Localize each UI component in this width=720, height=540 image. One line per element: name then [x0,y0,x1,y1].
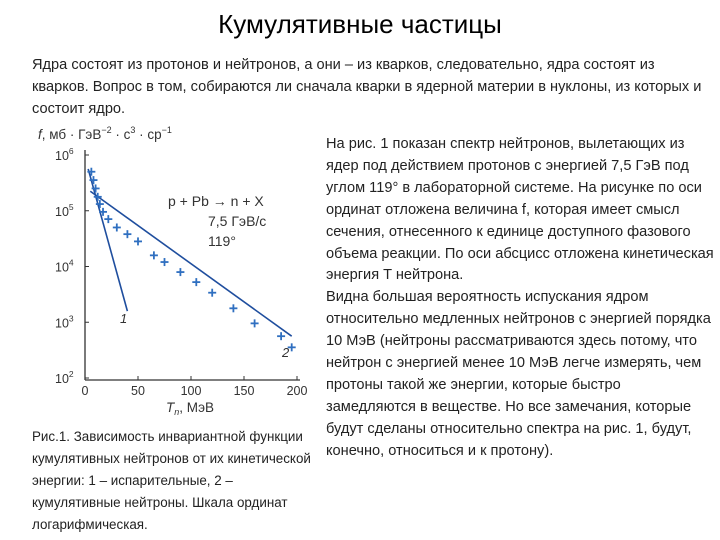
reaction-label: p + Pb → n + X [168,193,264,209]
y-tick-label: $10^4$ [55,257,74,275]
curve-label-1: 1 [120,311,128,326]
intro-paragraph: Ядра состоят из протонов и нейтронов, а они – из кварков, следовательно, ядра состоят из кварков. Вопрос в том, собираются ли сначала кварки в ядерной материи в нуклоны, из которых и состоит ядро. [32,57,702,117]
series-line-1 [88,169,127,311]
data-point [251,319,259,327]
data-point [192,278,200,286]
y-ticks [55,146,89,386]
data-point [150,251,158,259]
data-point [229,304,237,312]
data-point [134,237,142,245]
data-point [123,230,131,238]
body-paragraph-1: На рис. 1 показан спектр нейтронов, вылетающих из ядер под действием протонов с энергией 7,5 ГэВ под углом 119° в лабораторной системе. На рисунке по оси ординат отложена величина f, которая имеет смысл сечения, отнесенного к единице доступного фазового объема реакции. По оси абсцисс отложена кинетическая энергия T нейтрона. [326,136,714,284]
x-tick-label: 100 [180,384,202,398]
body-paragraph-2: Видна большая вероятность испускания ядром относительно медленных нейтронов с энергией порядка 10 МэВ (нейтроны рассматриваются здесь потому, что нейтрон с энергией менее 10 МэВ легче измерять, чем протоны такой же энергии, которые быстро замедляются в веществе. Но все замечания, которые будут сделаны относительно спектра на рис. 1, будут, конечно, относиться и к протону). [326,289,711,459]
data-point [208,289,216,297]
x-axis-label: $T_n$, МэВ [166,400,215,417]
x-ticks [82,376,308,398]
x-tick-label: 50 [131,384,145,398]
x-tick-label: 200 [286,384,308,398]
angle-label: 119° [208,233,236,249]
y-tick-label: $10^3$ [55,313,74,331]
energy-label: 7,5 ГэВ/c [208,213,267,229]
y-tick-label: $10^5$ [55,201,74,219]
slide-title: Кумулятивные частицы [218,9,502,39]
data-point [277,332,285,340]
y-tick-label: $10^2$ [55,369,74,386]
data-point [161,258,169,266]
figure-caption: Рис.1. Зависимость инвариантной функции кумулятивных нейтронов от их кинетической энергии: 1 – испарительные, 2 – кумулятивные нейтроны. Шкала ординат логарифмическая. [32,429,311,532]
y-axis-label: f, мб · $ГэВ^{-2} \cdot c^3 \cdot ср^{-1}$ [38,125,172,142]
x-tick-label: 0 [81,384,89,398]
data-point [104,215,112,223]
y-tick-label: $10^6$ [55,146,74,163]
data-point [113,223,121,231]
data-point [176,268,184,276]
x-tick-label: 150 [233,384,255,398]
body-text [326,134,714,463]
curve-label-2: 2 [282,345,290,360]
